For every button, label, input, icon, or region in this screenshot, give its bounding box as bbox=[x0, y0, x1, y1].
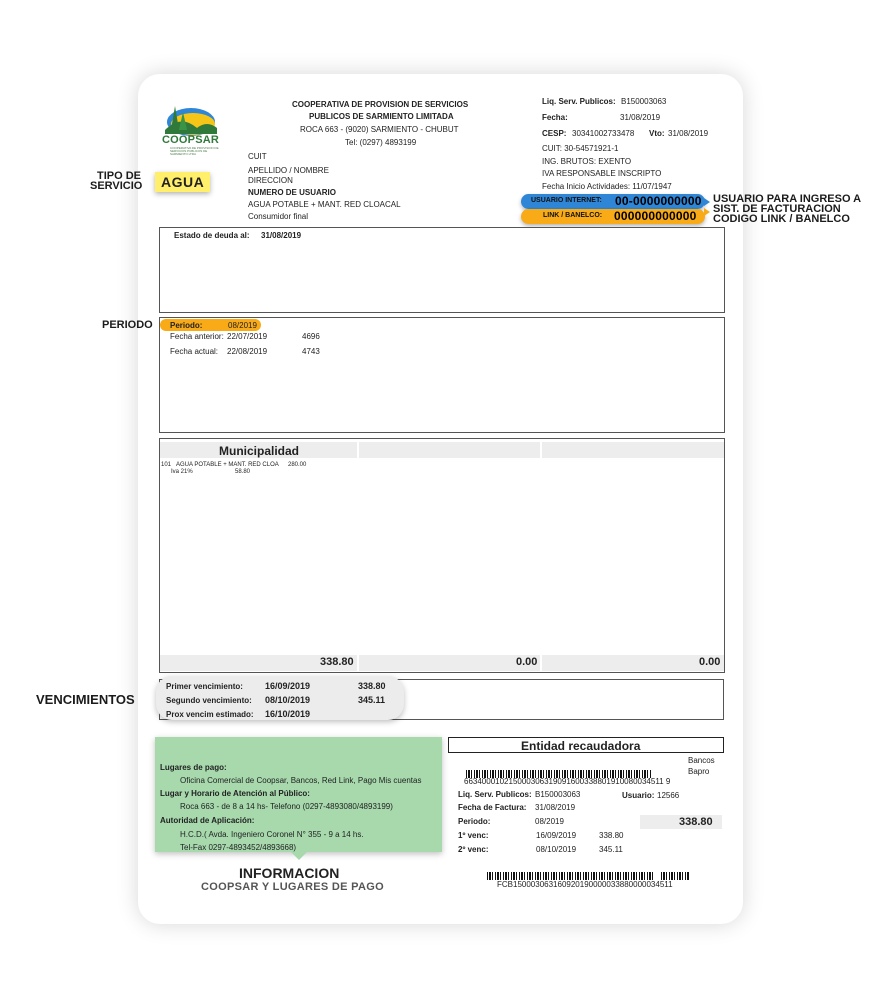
company-cuit: CUIT: 30-54571921-1 bbox=[542, 144, 619, 153]
annotation-vencimientos: VENCIMIENTOS bbox=[36, 692, 135, 707]
service-name: AGUA POTABLE + MANT. RED CLOACAL bbox=[248, 200, 401, 209]
detail-total-1: 338.80 bbox=[320, 656, 354, 668]
segundo-venc-amount: 345.11 bbox=[358, 695, 386, 705]
barcode-2-number: FCB150003063160920190000033880000034511 bbox=[497, 880, 673, 889]
coop-address: ROCA 663 - (9020) SARMIENTO - CHUBUT bbox=[300, 125, 459, 134]
detail-line2-desc: Iva 21% bbox=[171, 469, 193, 475]
fecha-actual-label: Fecha actual: bbox=[170, 347, 219, 356]
coop-phone: Tel: (0297) 4893199 bbox=[345, 138, 417, 147]
customer-category: Consumidor final bbox=[248, 212, 309, 221]
deuda-value: 31/08/2019 bbox=[261, 231, 302, 240]
stub-liq-label: Liq. Serv. Publicos: bbox=[458, 790, 532, 799]
annotation-usuario-2: SIST. DE FACTURACION bbox=[713, 203, 841, 215]
stub-v2-date: 08/10/2019 bbox=[536, 845, 577, 854]
customer-name: APELLIDO / NOMBRE bbox=[248, 166, 329, 175]
annotation-tipo-2: SERVICIO bbox=[90, 180, 143, 192]
detail-line1-amount: 280.00 bbox=[288, 462, 307, 468]
primer-venc-amount: 338.80 bbox=[358, 681, 386, 691]
annotation-usuario-1: USUARIO PARA INGRESO A bbox=[713, 193, 862, 205]
cesp-label: CESP: bbox=[542, 129, 567, 138]
stub-v1-date: 16/09/2019 bbox=[536, 831, 577, 840]
segundo-venc-label: Segundo vencimiento: bbox=[166, 696, 252, 705]
annotation-informacion: INFORMACION bbox=[239, 865, 340, 881]
coop-name-2: PUBLICOS DE SARMIENTO LIMITADA bbox=[309, 112, 454, 121]
periodo-value: 08/2019 bbox=[228, 321, 257, 330]
detail-total-bg-3 bbox=[542, 655, 724, 671]
detail-total-bg-2 bbox=[359, 655, 540, 671]
barcode-2a bbox=[487, 872, 653, 880]
autoridad-value: H.C.D.( Avda. Ingeniero Coronel N° 355 - 9 a 14 hs. bbox=[180, 830, 364, 839]
bapro-label: Bapro bbox=[688, 767, 710, 776]
detail-line1-code: 101 bbox=[161, 462, 172, 468]
stub-v2-label: 2º venc: bbox=[458, 845, 489, 854]
stub-v1-label: 1º venc: bbox=[458, 831, 489, 840]
logo-subtitle: COOPERATIVA DE PROVISION DE SERVICIOS PUBLICOS DE SARMIENTO LTDA bbox=[170, 146, 219, 156]
usuario-internet-label: USUARIO INTERNET: bbox=[531, 197, 602, 204]
barcode-1-number: 663400010215000306319091600338801910080034511 9 bbox=[464, 777, 671, 786]
barcode-2b bbox=[661, 872, 689, 880]
periodo-label: Periodo: bbox=[170, 321, 203, 330]
fecha-actual-date: 22/08/2019 bbox=[227, 347, 268, 356]
prox-venc-date: 16/10/2019 bbox=[265, 709, 311, 719]
stub-usuario-label: Usuario: bbox=[622, 791, 655, 800]
customer-address: DIRECCION bbox=[248, 176, 293, 185]
iva-condition: IVA RESPONSABLE INSCRIPTO bbox=[542, 169, 662, 178]
fecha-value: 31/08/2019 bbox=[620, 113, 661, 122]
deuda-label: Estado de deuda al: bbox=[174, 231, 250, 240]
annotation-tipo-1: TIPO DE bbox=[97, 170, 142, 182]
link-banelco-label: LINK / BANELCO: bbox=[543, 212, 603, 219]
detail-title: Municipalidad bbox=[219, 444, 300, 458]
lectura-actual: 4743 bbox=[302, 347, 320, 356]
stub-total: 338.80 bbox=[679, 816, 713, 828]
cesp-value: 30341002733478 bbox=[572, 129, 635, 138]
lugares-label: Lugares de pago: bbox=[160, 763, 227, 772]
liq-label: Liq. Serv. Publicos: bbox=[542, 97, 616, 106]
detail-header-3 bbox=[542, 442, 724, 458]
stub-periodo-label: Periodo: bbox=[458, 817, 491, 826]
stub-liq-value: B150003063 bbox=[535, 790, 581, 799]
user-number-label: NUMERO DE USUARIO bbox=[248, 188, 337, 197]
ing-brutos: ING. BRUTOS: EXENTO bbox=[542, 157, 632, 166]
lectura-anterior: 4696 bbox=[302, 332, 320, 341]
detail-total-2: 0.00 bbox=[516, 656, 538, 668]
vto-value: 31/08/2019 bbox=[668, 129, 709, 138]
detail-header-2 bbox=[359, 442, 540, 458]
detail-total-3: 0.00 bbox=[699, 656, 721, 668]
logo-text: COOPSAR bbox=[162, 134, 220, 146]
agua-highlight: AGUA bbox=[155, 172, 210, 192]
coop-name-1: COOPERATIVA DE PROVISION DE SERVICIOS bbox=[292, 100, 469, 109]
stub-periodo-value: 08/2019 bbox=[535, 817, 564, 826]
fecha-anterior-date: 22/07/2019 bbox=[227, 332, 268, 341]
telfax: Tel-Fax 0297-4893452/4893668) bbox=[180, 843, 297, 852]
detail-line2-amount: 58.80 bbox=[235, 469, 251, 475]
stub-usuario-value: 12566 bbox=[657, 791, 680, 800]
horario-label: Lugar y Horario de Atención al Público: bbox=[160, 789, 310, 798]
primer-venc-label: Primer vencimiento: bbox=[166, 682, 243, 691]
detail-line1-desc: AGUA POTABLE + MANT. RED CLOA bbox=[176, 462, 279, 468]
fecha-label: Fecha: bbox=[542, 113, 568, 122]
autoridad-label: Autoridad de Aplicación: bbox=[160, 816, 255, 825]
annotation-arrows bbox=[704, 196, 712, 218]
prox-venc-label: Prox vencim estimado: bbox=[166, 710, 254, 719]
stub-fecha-label: Fecha de Factura: bbox=[458, 803, 527, 812]
fecha-anterior-label: Fecha anterior: bbox=[170, 332, 224, 341]
horario-value: Roca 663 - de 8 a 14 hs- Telefono (0297-4893080/4893199) bbox=[180, 802, 393, 811]
bancos-label: Bancos bbox=[688, 756, 715, 765]
activity-start: Fecha Inicio Actividades: 11/07/1947 bbox=[542, 182, 672, 191]
entidad-title: Entidad recaudadora bbox=[521, 739, 641, 753]
stub-fecha-value: 31/08/2019 bbox=[535, 803, 576, 812]
usuario-internet-value: 00-0000000000 bbox=[615, 194, 702, 208]
customer-cuit: CUIT bbox=[248, 152, 267, 161]
stub-v2-amount: 345.11 bbox=[599, 845, 623, 854]
annotation-informacion-sub: COOPSAR Y LUGARES DE PAGO bbox=[201, 881, 384, 893]
primer-venc-date: 16/09/2019 bbox=[265, 681, 311, 691]
annotation-periodo: PERIODO bbox=[102, 319, 153, 331]
segundo-venc-date: 08/10/2019 bbox=[265, 695, 311, 705]
liq-value: B150003063 bbox=[621, 97, 667, 106]
link-banelco-value: 000000000000 bbox=[614, 209, 697, 223]
stub-v1-amount: 338.80 bbox=[599, 831, 624, 840]
vto-label: Vto: bbox=[649, 129, 665, 138]
annotation-usuario-3: CODIGO LINK / BANELCO bbox=[713, 213, 850, 225]
lugares-value: Oficina Comercial de Coopsar, Bancos, Red Link, Pago Mis cuentas bbox=[180, 776, 422, 785]
